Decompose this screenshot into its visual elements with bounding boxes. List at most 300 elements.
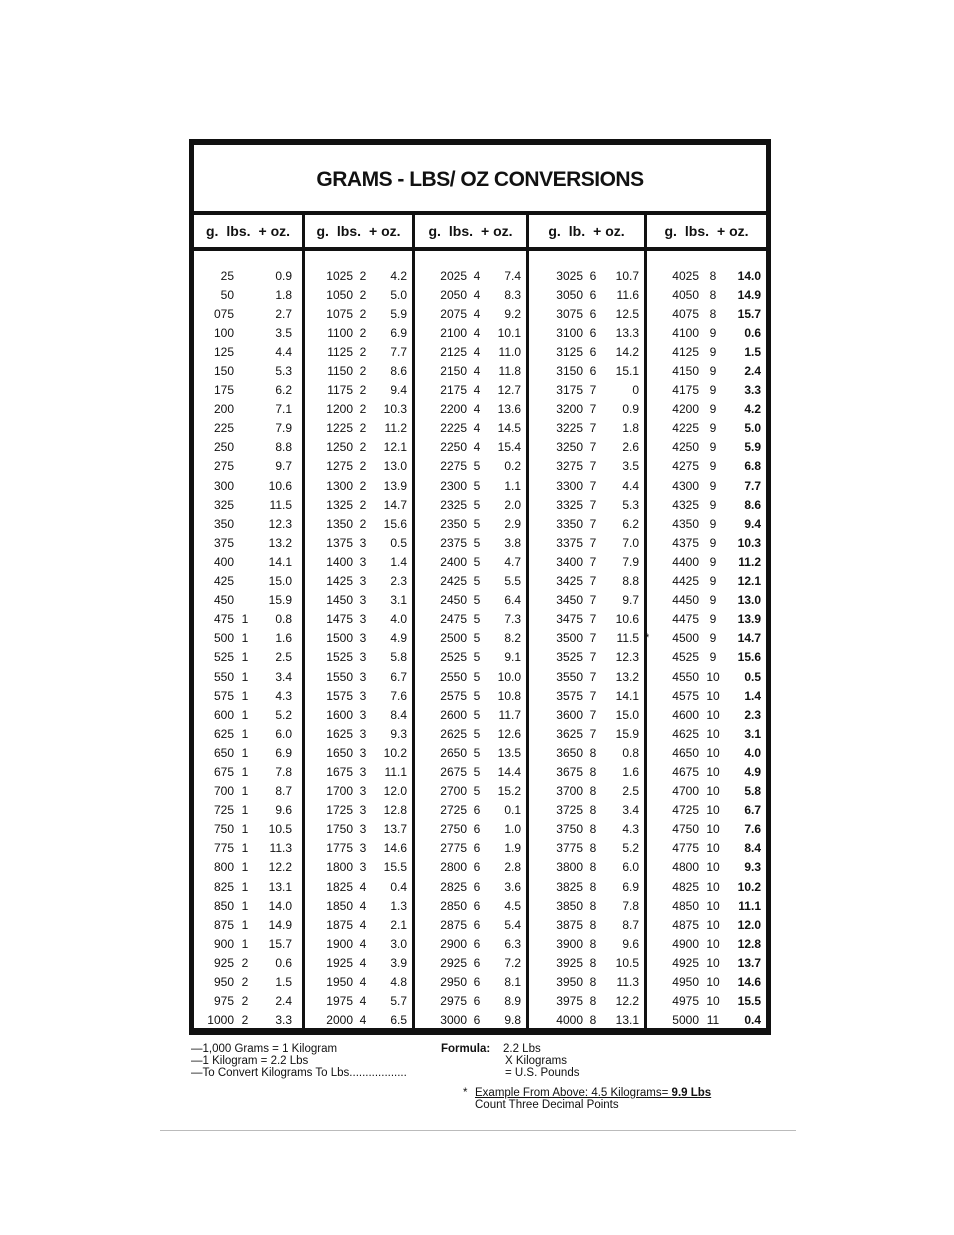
ounces-cell: 14.9 — [737, 287, 761, 302]
table-row — [415, 782, 526, 801]
ounces-cell: 7.9 — [275, 421, 292, 436]
grams-cell: 2300 — [440, 478, 467, 493]
ounces-cell: 8.3 — [504, 287, 521, 302]
grams-cell: 3600 — [556, 707, 583, 722]
ounces-cell: 14.7 — [383, 497, 407, 512]
ounces-cell: 8.1 — [504, 975, 521, 990]
ounces-cell: 13.5 — [497, 745, 521, 760]
ounces-cell: 10.6 — [268, 478, 292, 493]
title-bar — [194, 145, 766, 215]
pounds-cell: 1 — [241, 803, 249, 818]
pounds-cell: 5 — [473, 688, 481, 703]
grams-cell: 3250 — [556, 440, 583, 455]
pounds-cell: 6 — [473, 803, 481, 818]
table-row — [305, 667, 412, 686]
ounces-cell: 5.5 — [504, 574, 521, 589]
ounces-cell: 8.2 — [504, 631, 521, 646]
pounds-cell: 4 — [473, 325, 481, 340]
table-row — [305, 438, 412, 457]
ounces-cell: 13.9 — [383, 478, 407, 493]
ounces-cell: 11.2 — [384, 421, 407, 436]
ounces-cell: 2.4 — [275, 994, 292, 1009]
table-row — [415, 285, 526, 304]
grams-cell: 4750 — [672, 822, 699, 837]
ounces-cell: 14.1 — [615, 688, 639, 703]
table-row — [305, 705, 412, 724]
table-row — [415, 896, 526, 915]
pounds-cell: 6 — [473, 917, 481, 932]
grams-cell: 4575 — [672, 688, 699, 703]
grams-cell: 3100 — [556, 325, 583, 340]
ounces-cell: 9.1 — [504, 650, 521, 665]
ounces-cell: 14.6 — [383, 841, 407, 856]
grams-cell: 4475 — [672, 612, 699, 627]
table-row — [529, 400, 644, 419]
grams-cell: 250 — [213, 440, 234, 455]
table-row — [647, 514, 766, 533]
grams-cell: 4275 — [672, 459, 699, 474]
ounces-cell: 0.8 — [275, 612, 292, 627]
table-row — [194, 953, 302, 972]
note-line: —1 Kilogram = 2.2 Lbs — [191, 1055, 309, 1067]
grams-cell: 2150 — [440, 364, 467, 379]
pounds-cell: 4 — [359, 936, 367, 951]
pounds-cell: 4 — [359, 955, 367, 970]
grams-cell: 50 — [220, 287, 234, 302]
table-row — [529, 972, 644, 991]
table-row — [529, 992, 644, 1011]
ounces-cell: 12.5 — [615, 306, 639, 321]
grams-cell: 4650 — [672, 745, 699, 760]
grams-cell: 4200 — [672, 402, 699, 417]
pounds-cell: 7 — [589, 402, 597, 417]
ounces-cell: 4.9 — [744, 764, 761, 779]
table-row — [529, 877, 644, 896]
pounds-cell: 2 — [241, 1013, 249, 1028]
ounces-cell: 15.6 — [737, 650, 761, 665]
ounces-cell: 11.6 — [616, 287, 639, 302]
pounds-cell: 3 — [359, 784, 367, 799]
pounds-cell: 5 — [473, 516, 481, 531]
ounces-cell: 13.1 — [615, 1013, 639, 1028]
grams-cell: 4900 — [672, 936, 699, 951]
pounds-cell: 7 — [589, 688, 597, 703]
pounds-cell: 6 — [473, 936, 481, 951]
grams-cell: 1700 — [326, 784, 353, 799]
pounds-cell: 1 — [241, 764, 249, 779]
grams-cell: 2100 — [440, 325, 467, 340]
table-row — [647, 667, 766, 686]
ounces-cell: 3.3 — [744, 383, 761, 398]
ounces-cell: 3.4 — [275, 669, 292, 684]
pounds-cell: 1 — [241, 936, 249, 951]
pounds-cell: 9 — [709, 440, 717, 455]
table-row — [647, 285, 766, 304]
table-row — [194, 419, 302, 438]
grams-cell: 4125 — [672, 344, 699, 359]
table-row — [529, 705, 644, 724]
ounces-cell: 2.8 — [504, 860, 521, 875]
table-row — [194, 381, 302, 400]
pounds-cell: 7 — [589, 631, 597, 646]
grams-cell: 3875 — [556, 917, 583, 932]
pounds-cell: 1 — [241, 612, 249, 627]
ounces-cell: 0.2 — [504, 459, 521, 474]
column-header-ounces: + oz. — [717, 223, 749, 239]
ounces-cell: 13.6 — [497, 402, 521, 417]
pounds-cell: 4 — [473, 344, 481, 359]
table-row — [194, 514, 302, 533]
grams-cell: 2575 — [440, 688, 467, 703]
grams-cell: 1475 — [326, 612, 353, 627]
table-row — [529, 361, 644, 380]
pounds-cell: 4 — [473, 402, 481, 417]
pounds-cell: 8 — [589, 822, 597, 837]
ounces-cell: 8.4 — [390, 707, 407, 722]
table-row — [647, 858, 766, 877]
pounds-cell: 8 — [589, 898, 597, 913]
pounds-cell: 9 — [709, 364, 717, 379]
table-row — [647, 782, 766, 801]
grams-cell: 4425 — [672, 574, 699, 589]
grams-cell: 4950 — [672, 975, 699, 990]
pounds-cell: 3 — [359, 726, 367, 741]
grams-cell: 1600 — [326, 707, 353, 722]
pounds-cell: 6 — [473, 955, 481, 970]
column-header-pounds: lbs. — [448, 223, 474, 239]
table-row — [415, 705, 526, 724]
pounds-cell: 10 — [706, 726, 720, 741]
grams-cell: 2725 — [440, 803, 467, 818]
grams-cell: 3275 — [556, 459, 583, 474]
table-row — [415, 629, 526, 648]
grams-cell: 700 — [213, 784, 234, 799]
ounces-cell: 14.0 — [268, 898, 292, 913]
pounds-cell: 4 — [359, 898, 367, 913]
ounces-cell: 7.3 — [504, 612, 521, 627]
pounds-cell: 3 — [359, 631, 367, 646]
ounces-cell: 3.8 — [504, 535, 521, 550]
grams-cell: 3800 — [556, 860, 583, 875]
grams-cell: 2025 — [440, 268, 467, 283]
ounces-cell: 3.6 — [504, 879, 521, 894]
ounces-cell: 9.6 — [622, 936, 639, 951]
table-row — [647, 896, 766, 915]
grams-cell: 2325 — [440, 497, 467, 512]
table-row — [194, 572, 302, 591]
table-row — [529, 667, 644, 686]
table-row — [647, 495, 766, 514]
grams-cell: 2800 — [440, 860, 467, 875]
grams-cell: 3675 — [556, 764, 583, 779]
ounces-cell: 11.0 — [498, 344, 521, 359]
pounds-cell: 10 — [706, 784, 720, 799]
table-row — [415, 801, 526, 820]
ounces-cell: 4.4 — [275, 344, 292, 359]
table-row — [305, 495, 412, 514]
ounces-cell: 14.0 — [737, 268, 761, 283]
formula-line: = U.S. Pounds — [505, 1067, 580, 1079]
ounces-cell: 2.3 — [744, 707, 761, 722]
ounces-cell: 12.3 — [268, 516, 292, 531]
grams-cell: 4875 — [672, 917, 699, 932]
ounces-cell: 15.4 — [497, 440, 521, 455]
ounces-cell: 6.9 — [275, 745, 292, 760]
table-row — [415, 648, 526, 667]
pounds-cell: 4 — [473, 306, 481, 321]
table-row — [647, 381, 766, 400]
pounds-cell: 7 — [589, 535, 597, 550]
pounds-cell: 1 — [241, 879, 249, 894]
ounces-cell: 12.7 — [497, 383, 521, 398]
ounces-cell: 9.4 — [744, 516, 761, 531]
grams-cell: 1075 — [326, 306, 353, 321]
pounds-cell: 6 — [473, 975, 481, 990]
grams-cell: 3375 — [556, 535, 583, 550]
column-header-ounces: + oz. — [593, 223, 625, 239]
table-column — [644, 251, 766, 1028]
ounces-cell: 8.9 — [504, 994, 521, 1009]
grams-cell: 2750 — [440, 822, 467, 837]
ounces-cell: 8.8 — [275, 440, 292, 455]
pounds-cell: 10 — [706, 994, 720, 1009]
pounds-cell: 3 — [359, 841, 367, 856]
pounds-cell: 2 — [359, 478, 367, 493]
column-header — [412, 215, 526, 247]
grams-cell: 4325 — [672, 497, 699, 512]
grams-cell: 2350 — [440, 516, 467, 531]
table-row — [647, 724, 766, 743]
ounces-cell: 15.1 — [615, 364, 639, 379]
table-row — [529, 858, 644, 877]
ounces-cell: 4.5 — [504, 898, 521, 913]
grams-cell: 2425 — [440, 574, 467, 589]
pounds-cell: 9 — [709, 554, 717, 569]
grams-cell: 525 — [213, 650, 234, 665]
grams-cell: 2475 — [440, 612, 467, 627]
table-row — [194, 342, 302, 361]
pounds-cell: 1 — [241, 841, 249, 856]
ounces-cell: 8.8 — [622, 574, 639, 589]
table-row — [647, 972, 766, 991]
ounces-cell: 6.0 — [275, 726, 292, 741]
pounds-cell: 6 — [589, 306, 597, 321]
table-row — [415, 495, 526, 514]
ounces-cell: 6.2 — [275, 383, 292, 398]
note-line: —1,000 Grams = 1 Kilogram — [191, 1043, 338, 1055]
pounds-cell: 1 — [241, 726, 249, 741]
pounds-cell: 8 — [589, 955, 597, 970]
table-column — [526, 251, 644, 1028]
pounds-cell: 10 — [706, 745, 720, 760]
pounds-cell: 6 — [473, 898, 481, 913]
table-row — [194, 762, 302, 781]
table-row — [529, 915, 644, 934]
ounces-cell: 10.3 — [737, 535, 761, 550]
pounds-cell: 9 — [709, 497, 717, 512]
ounces-cell: 13.0 — [737, 593, 761, 608]
pounds-cell: 10 — [706, 707, 720, 722]
ounces-cell: 15.6 — [383, 516, 407, 531]
table-row — [194, 667, 302, 686]
table-row — [194, 877, 302, 896]
table-row — [305, 972, 412, 991]
table-row — [415, 915, 526, 934]
pounds-cell: 2 — [241, 975, 249, 990]
grams-cell: 1725 — [326, 803, 353, 818]
pounds-cell: 1 — [241, 745, 249, 760]
ounces-cell: 7.7 — [390, 344, 407, 359]
column-header — [526, 215, 644, 247]
ounces-cell: 7.8 — [275, 764, 292, 779]
table-row — [529, 820, 644, 839]
ounces-cell: 3.4 — [622, 803, 639, 818]
grams-cell: 5000 — [672, 1013, 699, 1028]
ounces-cell: 12.2 — [615, 994, 639, 1009]
pounds-cell: 5 — [473, 459, 481, 474]
ounces-cell: 2.9 — [504, 516, 521, 531]
pounds-cell: 7 — [589, 650, 597, 665]
ounces-cell: 11.2 — [738, 554, 761, 569]
column-header-ounces: + oz. — [369, 223, 401, 239]
grams-cell: 4700 — [672, 784, 699, 799]
table-row — [529, 896, 644, 915]
table-row — [194, 705, 302, 724]
ounces-cell: 3.9 — [390, 955, 407, 970]
table-row — [194, 934, 302, 953]
grams-cell: 2550 — [440, 669, 467, 684]
pounds-cell: 9 — [709, 325, 717, 340]
grams-cell: 1275 — [326, 459, 353, 474]
grams-cell: 4100 — [672, 325, 699, 340]
table-row — [305, 476, 412, 495]
table-row — [305, 915, 412, 934]
ounces-cell: 9.2 — [504, 306, 521, 321]
pounds-cell: 8 — [589, 1013, 597, 1028]
pounds-cell: 7 — [589, 440, 597, 455]
grams-cell: 4800 — [672, 860, 699, 875]
pounds-cell: 6 — [589, 287, 597, 302]
table-row — [529, 801, 644, 820]
grams-cell: 4525 — [672, 650, 699, 665]
ounces-cell: 10.0 — [497, 669, 521, 684]
ounces-cell: 5.8 — [390, 650, 407, 665]
table-row — [647, 839, 766, 858]
grams-cell: 1750 — [326, 822, 353, 837]
ounces-cell: 12.0 — [383, 784, 407, 799]
table-row — [305, 782, 412, 801]
table-row — [194, 896, 302, 915]
pounds-cell: 10 — [706, 669, 720, 684]
grams-cell: 4675 — [672, 764, 699, 779]
table-row — [647, 361, 766, 380]
ounces-cell: 0.5 — [744, 669, 761, 684]
table-row — [647, 743, 766, 762]
grams-cell: 3025 — [556, 268, 583, 283]
table-row — [529, 782, 644, 801]
pounds-cell: 5 — [473, 764, 481, 779]
grams-cell: 4150 — [672, 364, 699, 379]
grams-cell: 175 — [213, 383, 234, 398]
grams-cell: 3725 — [556, 803, 583, 818]
table-row — [415, 934, 526, 953]
grams-cell: 4550 — [672, 669, 699, 684]
pounds-cell: 4 — [473, 421, 481, 436]
column-header — [644, 215, 766, 247]
column-header-grams: g. — [428, 223, 441, 239]
ounces-cell: 4.2 — [390, 268, 407, 283]
grams-cell: 2000 — [326, 1013, 353, 1028]
pounds-cell: 6 — [589, 325, 597, 340]
ounces-cell: 9.8 — [504, 1013, 521, 1028]
table-row — [415, 610, 526, 629]
grams-cell: 3200 — [556, 402, 583, 417]
ounces-cell: 0.8 — [622, 745, 639, 760]
ounces-cell: 7.6 — [744, 822, 761, 837]
grams-cell: 2375 — [440, 535, 467, 550]
grams-cell: 3475 — [556, 612, 583, 627]
grams-cell: 3175 — [556, 383, 583, 398]
ounces-cell: 1.6 — [275, 631, 292, 646]
grams-cell: 2450 — [440, 593, 467, 608]
ounces-cell: 13.7 — [737, 955, 761, 970]
pounds-cell: 7 — [589, 574, 597, 589]
ounces-cell: 15.7 — [268, 936, 292, 951]
ounces-cell: 1.8 — [622, 421, 639, 436]
ounces-cell: 2.5 — [275, 650, 292, 665]
ounces-cell: 6.7 — [390, 669, 407, 684]
pounds-cell: 2 — [359, 421, 367, 436]
grams-cell: 850 — [213, 898, 234, 913]
grams-cell: 475 — [213, 612, 234, 627]
table-row — [305, 533, 412, 552]
pounds-cell: 3 — [359, 574, 367, 589]
ounces-cell: 15.9 — [268, 593, 292, 608]
ounces-cell: 14.7 — [737, 631, 761, 646]
pounds-cell: 7 — [589, 421, 597, 436]
ounces-cell: 2.6 — [622, 440, 639, 455]
ounces-cell: 0.6 — [275, 955, 292, 970]
pounds-cell: 4 — [359, 879, 367, 894]
grams-cell: 1125 — [327, 344, 353, 359]
table-row — [305, 419, 412, 438]
table-row — [305, 304, 412, 323]
pounds-cell: 4 — [359, 975, 367, 990]
grams-cell: 500 — [213, 631, 234, 646]
ounces-cell: 10.6 — [615, 612, 639, 627]
grams-cell: 1850 — [326, 898, 353, 913]
grams-cell: 875 — [213, 917, 234, 932]
pounds-cell: 10 — [706, 803, 720, 818]
grams-cell: 4775 — [672, 841, 699, 856]
column-header-ounces: + oz. — [258, 223, 291, 239]
pounds-cell: 7 — [589, 593, 597, 608]
pounds-cell: 3 — [359, 650, 367, 665]
table-row — [194, 724, 302, 743]
table-row — [305, 323, 412, 342]
ounces-cell: 0.9 — [275, 268, 292, 283]
ounces-cell: 5.3 — [275, 364, 292, 379]
table-row — [305, 361, 412, 380]
ounces-cell: 12.6 — [497, 726, 521, 741]
ounces-cell: 1.6 — [622, 764, 639, 779]
grams-cell: 4600 — [672, 707, 699, 722]
ounces-cell: 6.8 — [744, 459, 761, 474]
grams-cell: 3950 — [556, 975, 583, 990]
table-row — [647, 820, 766, 839]
column-header-pounds: lbs. — [226, 223, 251, 239]
table-row — [529, 648, 644, 667]
